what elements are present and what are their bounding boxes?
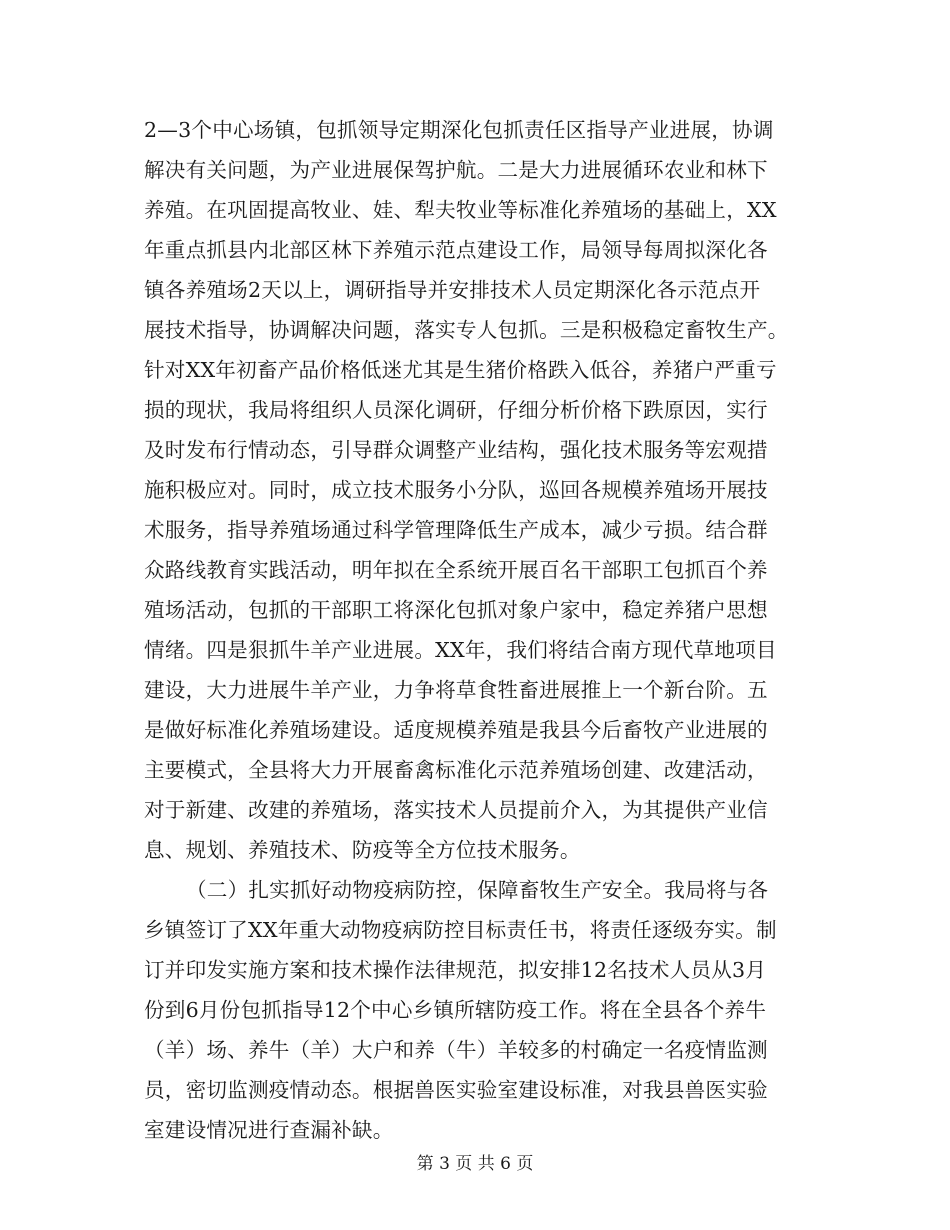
text-line: 损的现状，我局将组织人员深化调研，仔细分析价格下跌原因，实行 bbox=[144, 398, 768, 422]
text-line: 众路线教育实践活动，明年拟在全系统开展百名干部职工包抓百个养 bbox=[144, 558, 768, 582]
text-line: 情绪。四是狠抓牛羊产业进展。XX年，我们将结合南方现代草地项目 bbox=[144, 638, 777, 662]
text-line: 殖场活动，包抓的干部职工将深化包抓对象户家中，稳定养猪户思想 bbox=[144, 598, 768, 622]
paragraph-first-line: （二）扎实抓好动物疫病防控，保障畜牧生产安全。我局将与各 bbox=[186, 878, 769, 902]
text-line: 解决有关问题，为产业进展保驾护航。二是大力进展循环农业和林下 bbox=[144, 158, 768, 182]
text-line: 及时发布行情动态，引导群众调整产业结构，强化技术服务等宏观措 bbox=[144, 438, 768, 462]
text-line: （羊）场、养牛（羊）大户和养（牛）羊较多的村确定一名疫情监测 bbox=[144, 1038, 768, 1062]
text-line: 息、规划、养殖技术、防疫等全方位技术服务。 bbox=[144, 838, 581, 862]
text-line: 订并印发实施方案和技术操作法律规范，拟安排12名技术人员从3月 bbox=[144, 958, 767, 982]
text-line: 镇各养殖场2天以上，调研指导并安排技术人员定期深化各示范点开 bbox=[144, 278, 761, 302]
page-number-footer: 第 3 页 共 6 页 bbox=[416, 1154, 534, 1174]
text-line: 乡镇签订了XX年重大动物疫病防控目标责任书，将责任逐级夯实。制 bbox=[144, 918, 777, 942]
text-line: 2—3个中心场镇，包抓领导定期深化包抓责任区指导产业进展，协调 bbox=[144, 118, 774, 142]
text-line: 员，密切监测疫情动态。根据兽医实验室建设标准，对我县兽医实验 bbox=[144, 1078, 768, 1102]
text-line: 份到6月份包抓指导12个中心乡镇所辖防疫工作。将在全县各个养牛 bbox=[144, 998, 767, 1022]
text-line: 对于新建、改建的养殖场，落实技术人员提前介入，为其提供产业信 bbox=[144, 798, 768, 822]
text-line: 室建设情况进行查漏补缺。 bbox=[144, 1118, 394, 1142]
text-line: 年重点抓县内北部区林下养殖示范点建设工作，局领导每周拟深化各 bbox=[144, 238, 768, 262]
text-line: 是做好标准化养殖场建设。适度规模养殖是我县今后畜牧产业进展的 bbox=[144, 718, 768, 742]
text-line: 主要模式，全县将大力开展畜禽标准化示范养殖场创建、改建活动， bbox=[144, 758, 768, 782]
text-line: 展技术指导，协调解决问题，落实专人包抓。三是积极稳定畜牧生产。 bbox=[144, 318, 789, 342]
text-line: 建设，大力进展牛羊产业，力争将草食牲畜进展推上一个新台阶。五 bbox=[144, 678, 768, 702]
text-line: 养殖。在巩固提高牧业、娃、犁夫牧业等标准化养殖场的基础上，XX bbox=[144, 198, 777, 222]
text-line: 术服务，指导养殖场通过科学管理降低生产成本，减少亏损。结合群 bbox=[144, 518, 768, 542]
text-line: 针对XX年初畜产品价格低迷尤其是生猪价格跌入低谷，养猪户严重亏 bbox=[144, 358, 777, 382]
text-line: 施积极应对。同时，成立技术服务小分队，巡回各规模养殖场开展技 bbox=[144, 478, 768, 502]
